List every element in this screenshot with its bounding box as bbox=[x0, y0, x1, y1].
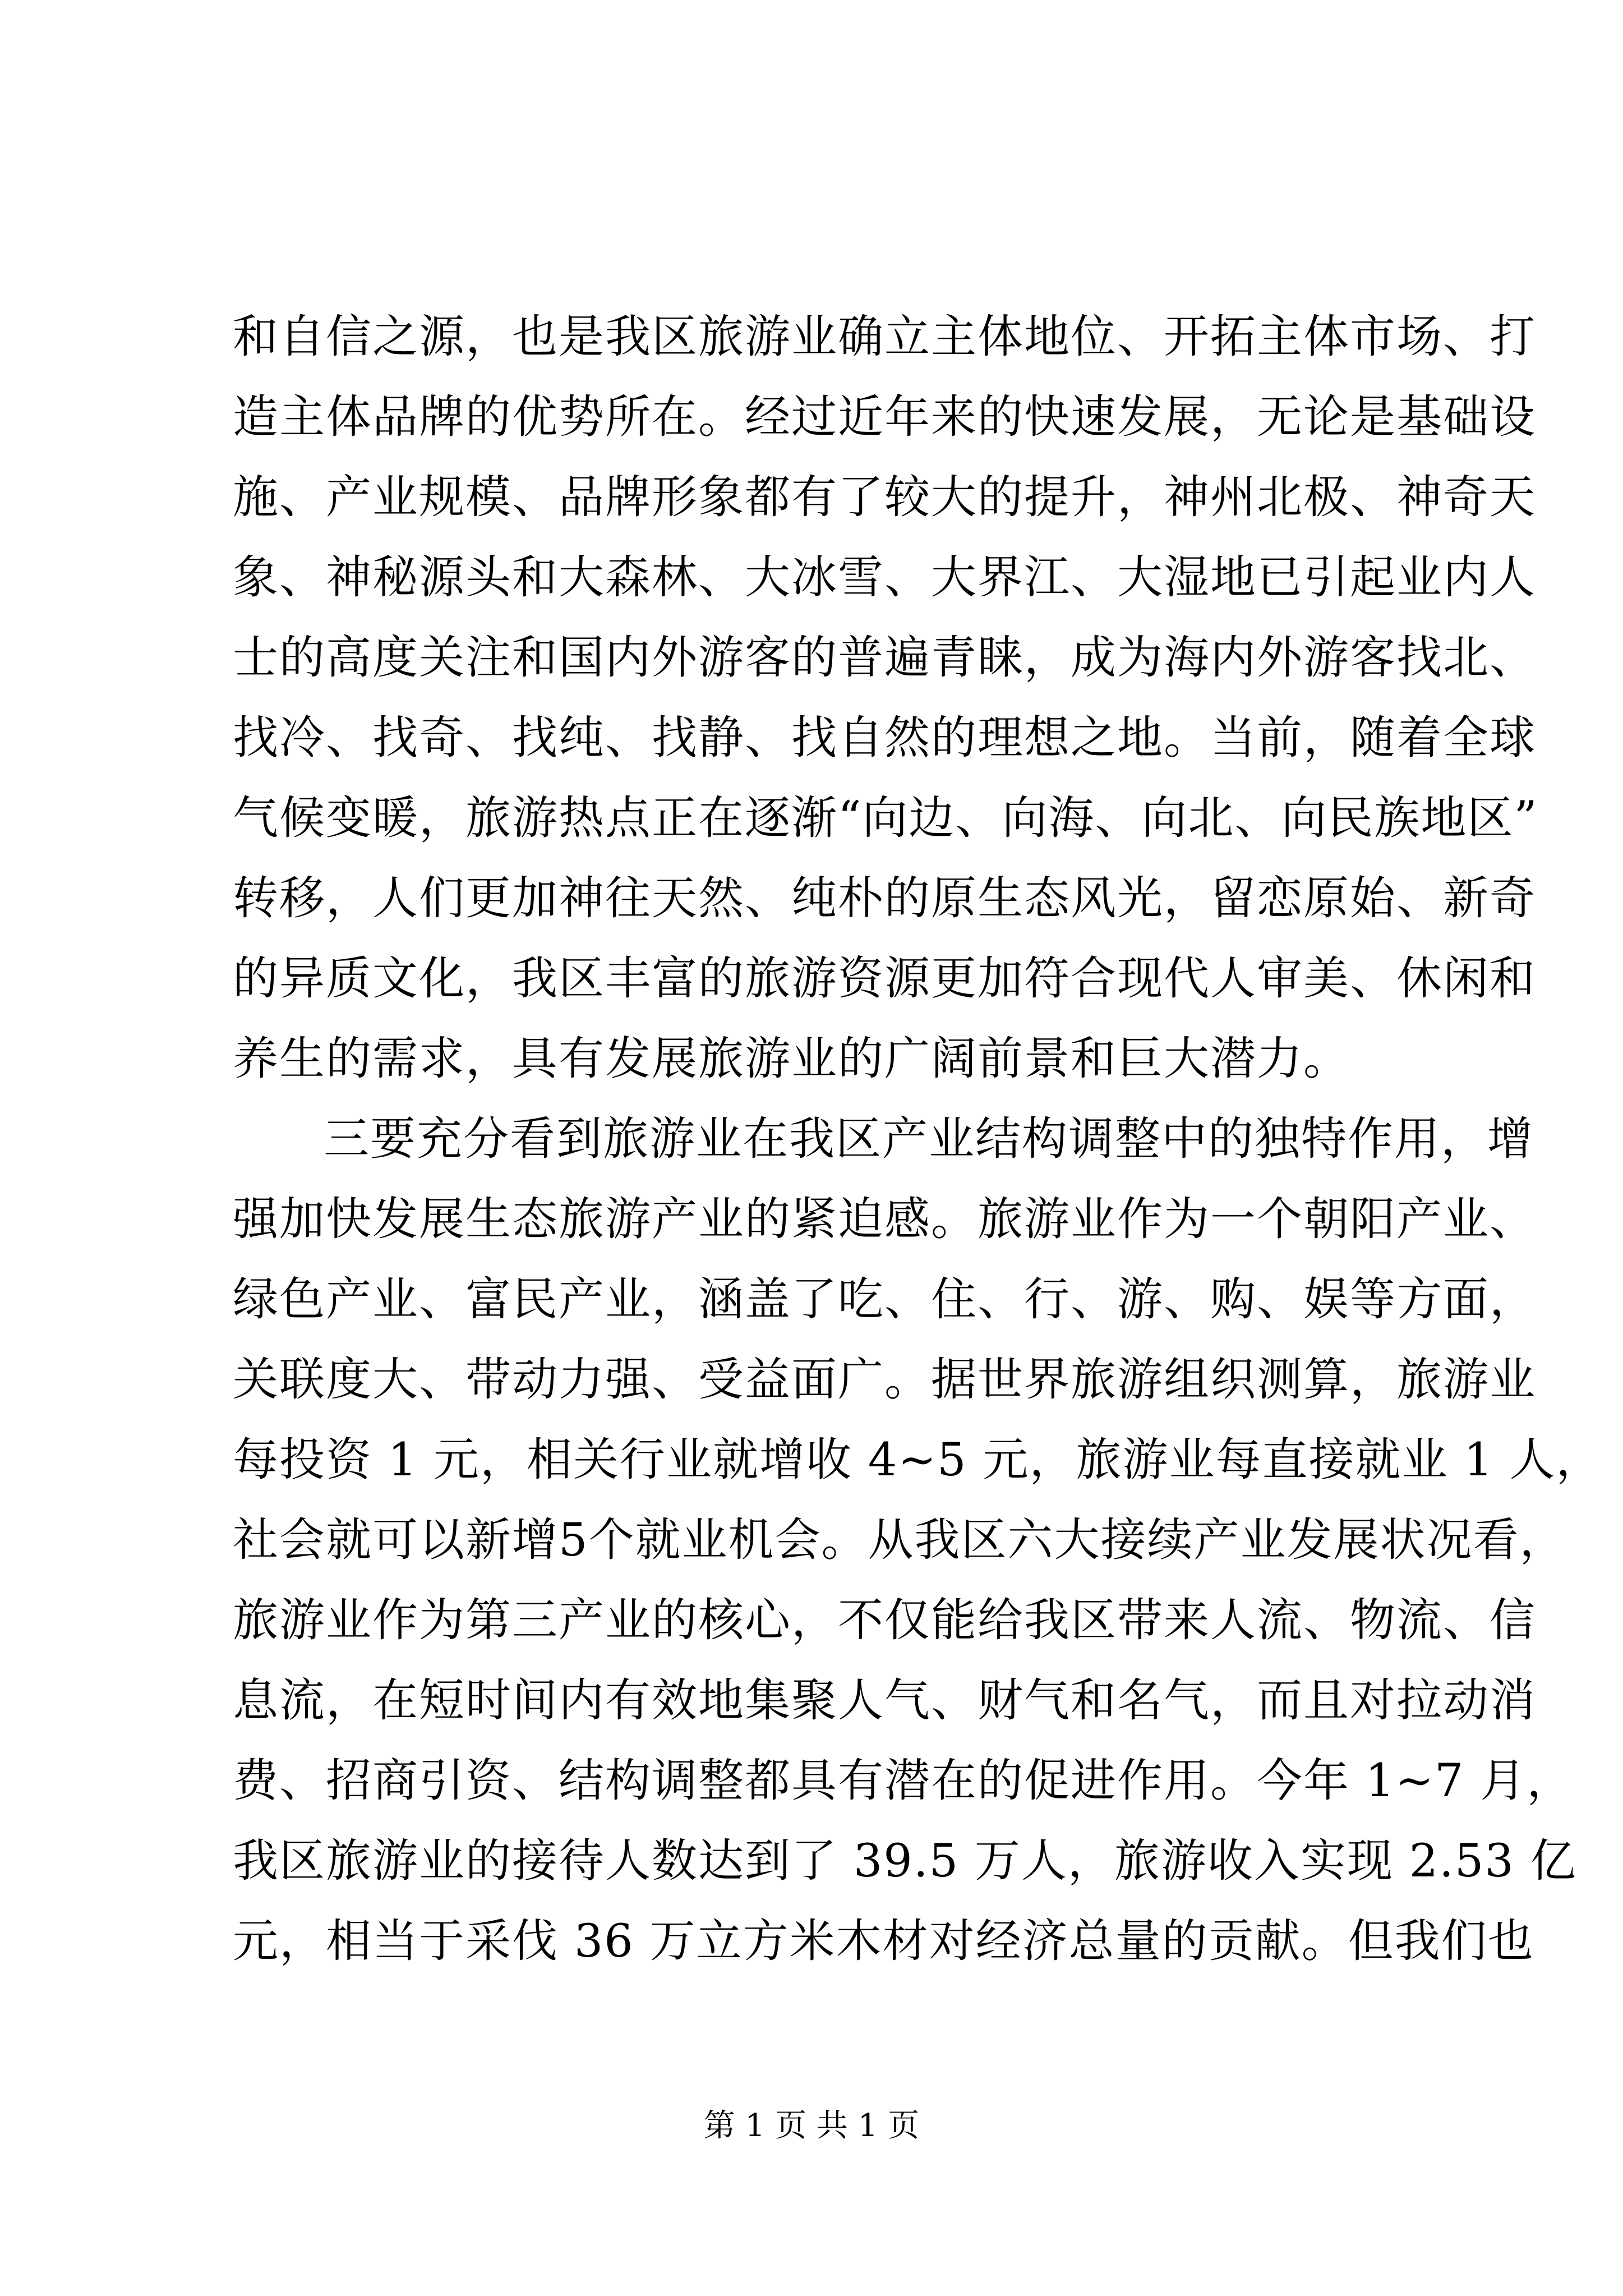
text-line: 强加快发展生态旅游产业的紧迫感。旅游业作为一个朝阳产业、 bbox=[233, 1193, 1537, 1246]
text-line: 费、招商引资、结构调整都具有潜在的促进作用。今年 1~7 月， bbox=[233, 1755, 1574, 1807]
text-line: 气候变暖，旅游热点正在逐渐“向边、向海、向北、向民族地区” bbox=[233, 792, 1538, 845]
text-line: 每投资 1 元，相关行业就增收 4~5 元，旅游业每直接就业 1 人， bbox=[233, 1434, 1603, 1487]
body-text bbox=[233, 297, 1603, 1982]
text-line: 施、产业规模、品牌形象都有了较大的提升，神州北极、神奇天 bbox=[233, 471, 1537, 524]
text-line: 和自信之源，也是我区旅游业确立主体地位、开拓主体市场、打 bbox=[233, 311, 1537, 364]
text-line: 士的高度关注和国内外游客的普遍青睐，成为海内外游客找北、 bbox=[233, 632, 1537, 684]
text-line: 的异质文化，我区丰富的旅游资源更加符合现代人审美、休闲和 bbox=[233, 953, 1537, 1005]
text-line: 绿色产业、富民产业，涵盖了吃、住、行、游、购、娱等方面， bbox=[233, 1273, 1537, 1326]
paragraph-first-line: 三要充分看到旅游业在我区产业结构调整中的独特作用，增 bbox=[324, 1113, 1534, 1166]
text-line: 旅游业作为第三产业的核心，不仅能给我区带来人流、物流、信 bbox=[233, 1594, 1537, 1647]
text-line: 我区旅游业的接待人数达到了 39.5 万人，旅游收入实现 2.53 亿 bbox=[233, 1835, 1577, 1888]
page-footer: 第 1 页 共 1 页 bbox=[703, 2108, 920, 2144]
text-line: 象、神秘源头和大森林、大冰雪、大界江、大湿地已引起业内人 bbox=[233, 551, 1537, 604]
text-line: 元，相当于采伐 36 万立方米木材对经济总量的贡献。但我们也 bbox=[233, 1915, 1534, 1968]
text-line: 转移，人们更加神往天然、纯朴的原生态风光，留恋原始、新奇 bbox=[233, 872, 1537, 925]
text-line: 息流，在短时间内有效地集聚人气、财气和名气，而且对拉动消 bbox=[233, 1674, 1537, 1727]
text-line: 找冷、找奇、找纯、找静、找自然的理想之地。当前，随着全球 bbox=[233, 712, 1537, 765]
text-line: 造主体品牌的优势所在。经过近年来的快速发展，无论是基础设 bbox=[233, 391, 1537, 444]
text-line: 社会就可以新增5个就业机会。从我区六大接续产业发展状况看， bbox=[233, 1514, 1566, 1567]
text-line: 养生的需求，具有发展旅游业的广阔前景和巨大潜力。 bbox=[233, 1033, 1350, 1085]
text-line: 关联度大、带动力强、受益面广。据世界旅游组织测算，旅游业 bbox=[233, 1354, 1537, 1406]
